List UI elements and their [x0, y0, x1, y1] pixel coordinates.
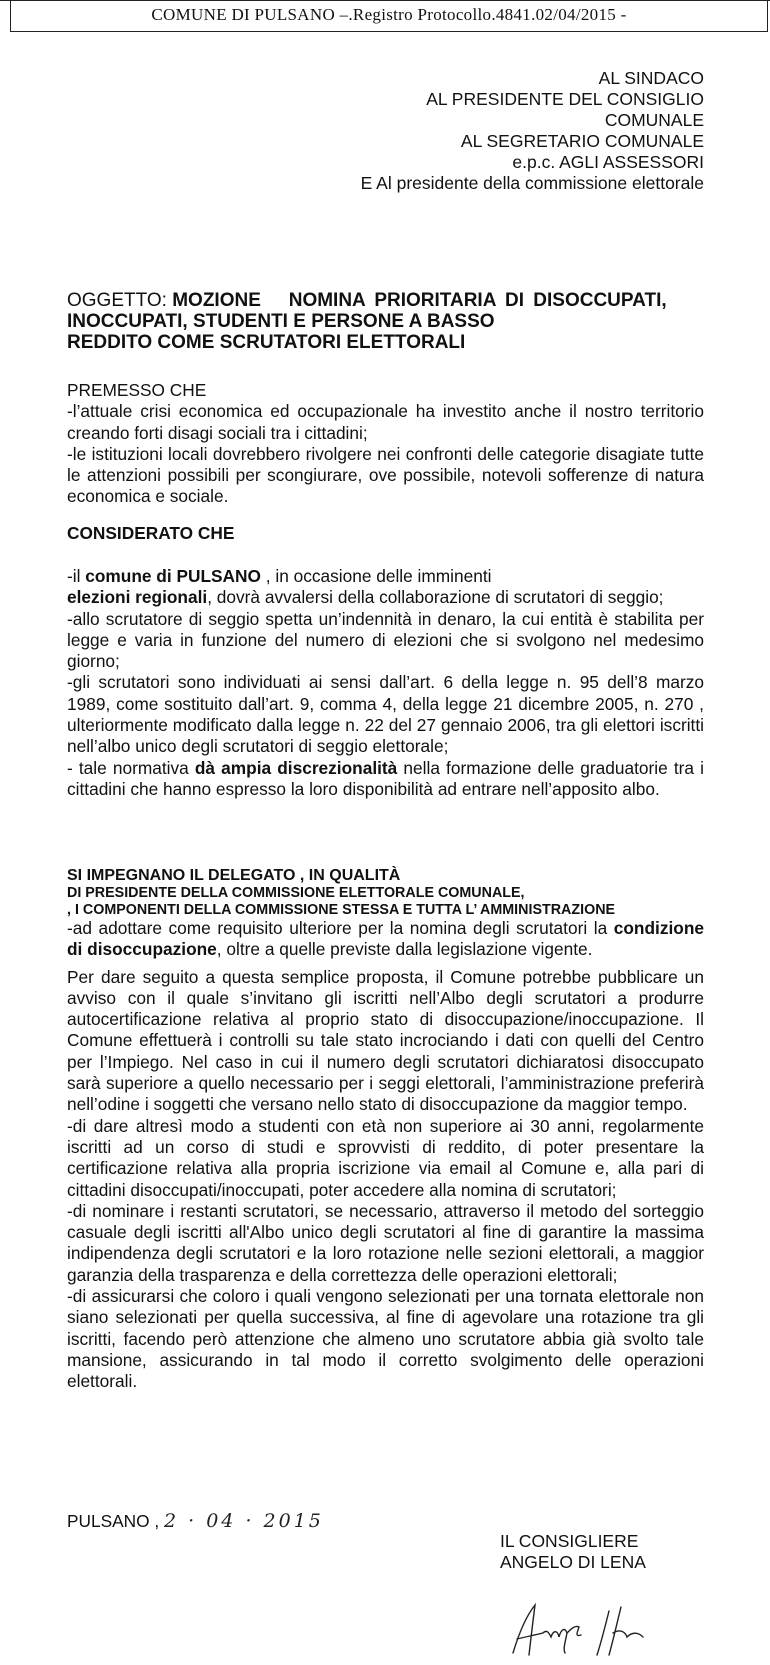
impegno-section: [67, 918, 704, 1393]
subject-line-2: INOCCUPATI, STUDENTI E PERSONE A BASSO: [67, 311, 495, 332]
protocol-stamp-text: COMUNE DI PULSANO –.Registro Protocollo.4841.02/04/2015 -: [151, 5, 627, 24]
recipient-line: AL SINDACO: [598, 68, 704, 88]
premesso-item: -le istituzioni locali dovrebbero rivolgere nei confronti delle categorie disagiate tutte le attenzioni possibili per scongiurare, ove possibile, notevoli sofferenze di natura economica e sociale.: [67, 443, 704, 507]
considerato-title-block: [67, 523, 704, 544]
protocol-stamp: [10, 0, 768, 32]
recipient-line: AL SEGRETARIO COMUNALE: [460, 131, 704, 151]
closing-place: PULSANO ,: [67, 1511, 160, 1531]
subject-line-3: REDDITO COME SCRUTATORI ELETTORALI: [67, 332, 466, 353]
impegno-header: [67, 866, 704, 919]
considerato-item-5: - tale normativa dà ampia discrezionalità nella formazione delle graduatorie tra i cittadini che hanno espresso la loro disponibilità ad entrare nell’apposito albo.: [67, 757, 704, 799]
recipients-block: [361, 68, 704, 194]
considerato-item-1: -il comune di PULSANO , in occasione delle imminenti: [67, 566, 492, 586]
considerato-item-3: -allo scrutatore di seggio spetta un’indennità in denaro, la cui entità è stabilita per legge e varia in funzione del numero di elezioni che si svolgono nel medesimo giorno;: [67, 608, 704, 672]
subject-label: OGGETTO:: [67, 290, 173, 311]
impegno-item-4: -di assicurarsi che coloro i quali vengono selezionati per una tornata elettorale non siano selezionati per quella successiva, al fine di agevolare una rotazione tra gli iscritti, facendo però attenzione che almeno uno scrutatore abbia già svolto tale mansione, assicurando in tal modo il corretto svolgimento delle operazioni elettorali.: [67, 1286, 704, 1392]
considerato-section: [67, 566, 704, 800]
considerato-title: CONSIDERATO CHE: [67, 523, 235, 543]
recipient-line: e.p.c. AGLI ASSESSORI: [512, 152, 704, 172]
signature-block: [500, 1531, 646, 1573]
premesso-title: PREMESSO CHE: [67, 380, 207, 400]
impegno-item-3: -di nominare i restanti scrutatori, se necessario, attraverso il metodo del sorteggio casuale degli iscritti all'Albo unico degli scrutatori al fine di garantire la massima indipendenza degli scrutatori e la loro rotazione nelle sezioni elettorali, a maggior garanzia della trasparenza e della correttezza delle operazioni elettorali;: [67, 1200, 704, 1285]
handwritten-signature: [505, 1603, 665, 1658]
impegno-subtitle-1: DI PRESIDENTE DELLA COMMISSIONE ELETTORALE COMUNALE,: [67, 885, 525, 901]
recipient-line: AL PRESIDENTE DEL CONSIGLIO: [426, 89, 704, 109]
handwritten-date: 2 · 04 · 2015: [164, 1510, 324, 1532]
signer-role: IL CONSIGLIERE: [500, 1531, 639, 1551]
impegno-paragraph: Per dare seguito a questa semplice proposta, il Comune potrebbe pubblicare un avviso con il quale s’invitano gli iscritti nell’Albo degli scrutatori a produrre autocertificazione relativa al proprio stato di disoccupazione/inoccupazione. Il Comune effettuerà i controlli su tale stato incrociando i dati con quelli del Centro per l’Impiego. Nel caso in cui il numero degli scrutatori dichiaratosi disoccupato sarà superiore a quello necessario per i seggi elettorali, l’amministrazione preferirà nell’odine i soggetti che versano nello stato di disoccupazione da maggior tempo.: [67, 966, 704, 1115]
impegno-subtitle-2: , I COMPONENTI DELLA COMMISSIONE STESSA E TUTTA L’ AMMINISTRAZIONE: [67, 902, 616, 918]
considerato-item-4: -gli scrutatori sono individuati ai sensi dall’art. 6 della legge n. 95 dell’8 marzo 1989, come sostituito dall’art. 9, comma 4, della legge 21 dicembre 2005, n. 270 , ulteriormente modificato dalla legge n. 22 del 27 gennaio 2006, tra gli elettori iscritti nell’albo unico degli scrutatori di seggio elettorale;: [67, 672, 704, 757]
signer-name: ANGELO DI LENA: [500, 1552, 646, 1572]
recipient-line: E Al presidente della commissione elettorale: [360, 173, 704, 193]
subject-block: [67, 290, 704, 353]
subject-line-1: MOZIONE NOMINA PRIORITARIA DI DISOCCUPATI,: [172, 290, 667, 311]
impegno-item-2: -di dare altresì modo a studenti con età non superiore ai 30 anni, regolarmente iscritti ad un corso di studi e sprovvisti di reddito, di poter presentare la certificazione relativa alla propria iscrizione via email al Comune e, alla pari di cittadini disoccupati/inoccupati, poter accedere alla nomina di scrutatori;: [67, 1115, 704, 1200]
recipient-line: COMUNALE: [604, 110, 704, 130]
impegno-title: SI IMPEGNANO IL DELEGATO , IN QUALITÀ: [67, 867, 401, 884]
premesso-item: -l’attuale crisi economica ed occupazionale ha investito anche il nostro territorio creando forti disagi sociali tra i cittadini;: [67, 401, 704, 443]
premesso-section: [67, 380, 704, 508]
closing-place-date: [67, 1511, 704, 1532]
impegno-item-1: -ad adottare come requisito ulteriore per la nomina degli scrutatori la condizione di disoccupazione, oltre a quelle previste dalla legislazione vigente.: [67, 918, 704, 960]
considerato-item-2: elezioni regionali, dovrà avvalersi della collaborazione di scrutatori di seggio;: [67, 587, 664, 608]
